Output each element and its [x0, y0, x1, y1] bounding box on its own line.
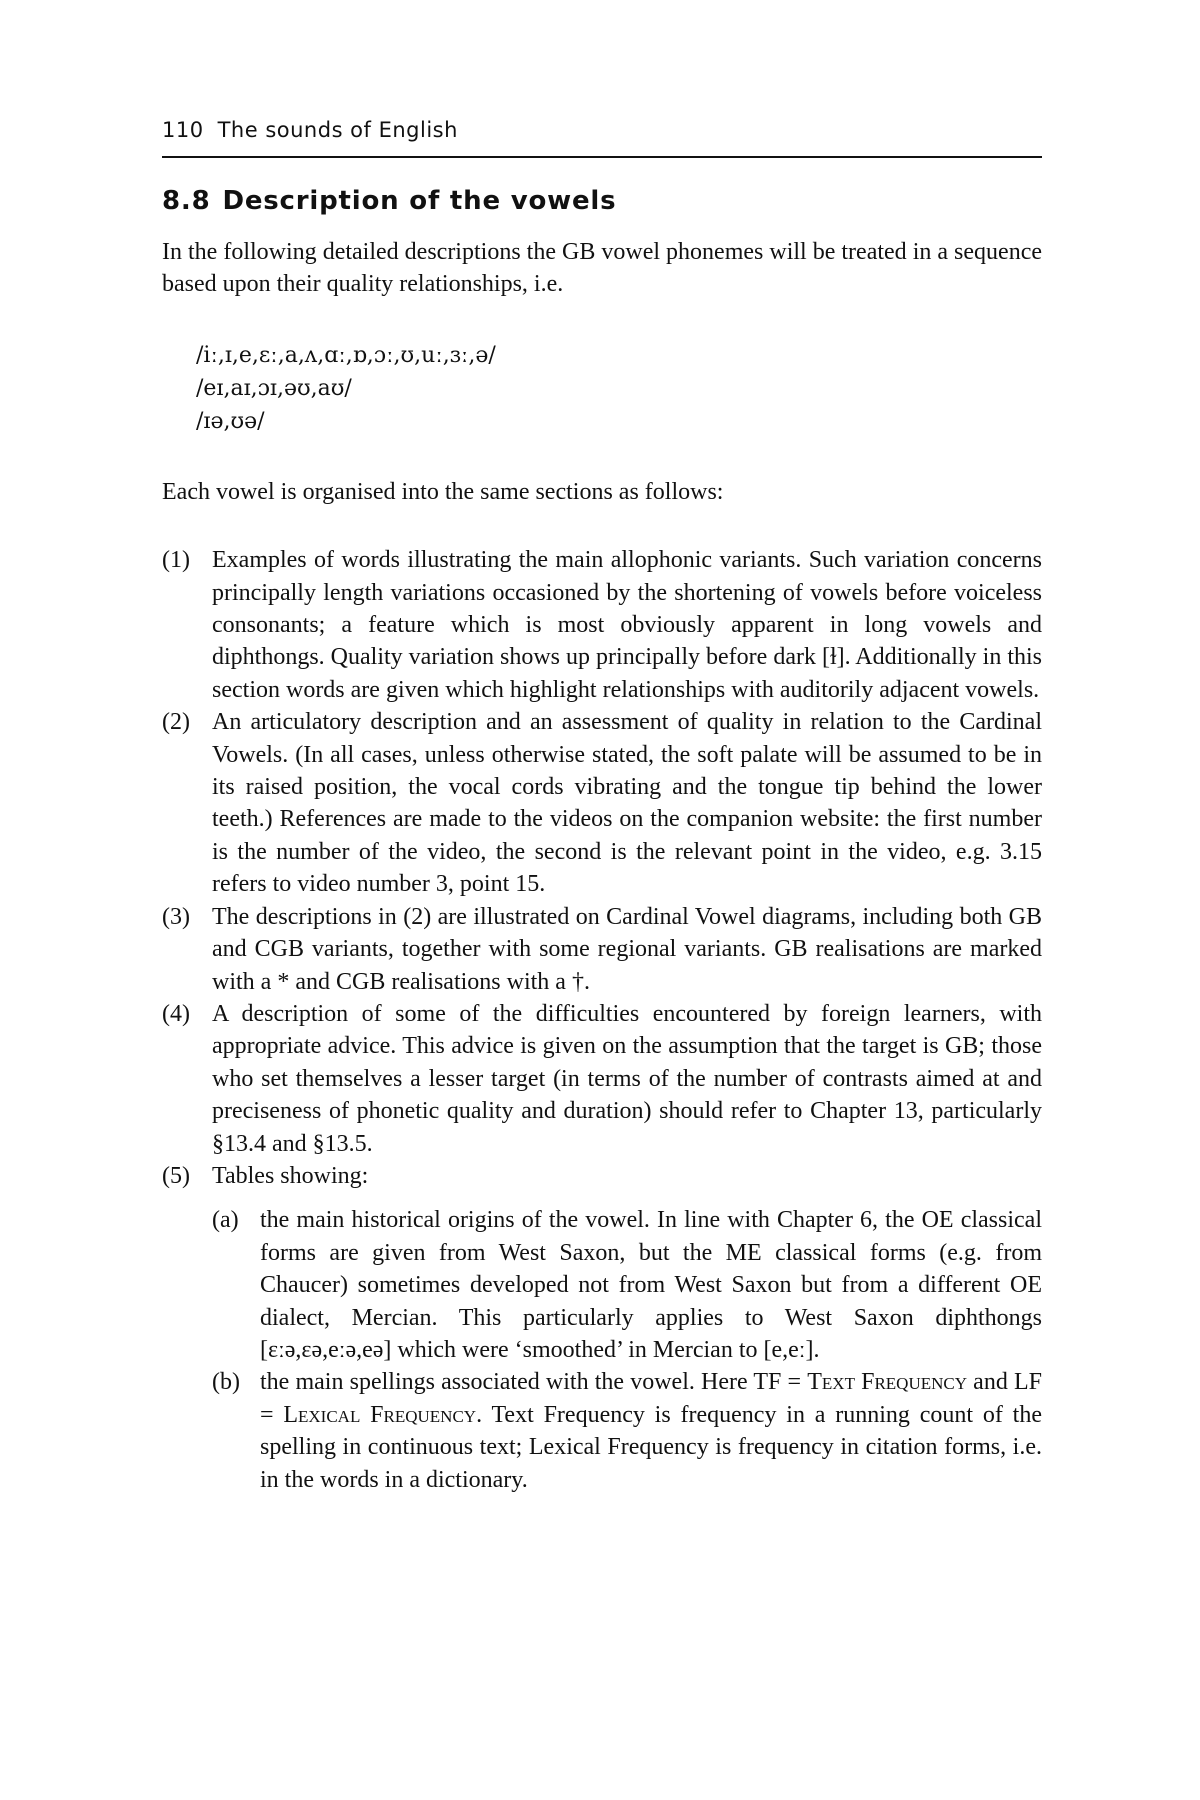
list-item-text: Tables showing: [212, 1162, 369, 1189]
list-marker: (1) [162, 547, 190, 574]
text-frequency-term: Text Frequency [807, 1369, 968, 1396]
list-item [162, 901, 1042, 998]
list-item [162, 706, 1042, 900]
phoneme-line-centring-diphthongs: /ɪə,ʊə/ [196, 408, 265, 434]
section-number: 8.8 [162, 186, 211, 216]
list-item [162, 544, 1042, 706]
tables-sublist [212, 1204, 1042, 1496]
section-title [162, 186, 1042, 216]
section-list [162, 544, 1042, 1496]
phoneme-line-diphthongs: /eɪ,aɪ,ɔɪ,əʊ,aʊ/ [196, 375, 352, 401]
list-item [162, 998, 1042, 1160]
intro-paragraph: In the following detailed descriptions the GB vowel phonemes will be treated in a sequence based upon their quality relationships, i.e. [162, 239, 1042, 298]
lexical-frequency-term: Lexical Frequency [283, 1401, 477, 1428]
sublist-item-text-part: and LF = [260, 1369, 1042, 1428]
header-rule [162, 156, 1042, 158]
list-item-text: The descriptions in (2) are illustrated on Cardinal Vowel diagrams, including both GB and CGB variants, together with some regional variants. GB realisations are marked with a * and CGB realisations with a †. [212, 903, 1042, 995]
list-item-text: An articulatory description and an assessment of quality in relation to the Cardinal Vowels. (In all cases, unless otherwise stated, the soft palate will be assumed to be in its raised position, the vocal cords vibrating and the tongue tip behind the lower teeth.) References are made to the videos on the companion website: the first number is the number of the video, the second is the relevant point in the video, e.g. 3.15 refers to video number 3, point 15. [212, 709, 1042, 898]
sections-intro-paragraph: Each vowel is organised into the same sections as follows: [162, 478, 724, 505]
sublist-marker: (b) [212, 1369, 240, 1396]
body-text [162, 236, 1042, 1496]
page-number: 110 [162, 118, 204, 142]
list-item [162, 1160, 1042, 1496]
phoneme-list [196, 339, 1042, 438]
running-head-title: The sounds of English [217, 118, 458, 142]
sublist-item-text-part: the main spellings associated with the vowel. Here TF = [260, 1369, 808, 1396]
list-item-text: Examples of words illustrating the main allophonic variants. Such variation concerns principally length variations occasioned by the shortening of vowels before voiceless consonants; a feature which is most obviously apparent in long vowels and diphthongs. Quality variation shows up principally before dark [ɫ]. Additionally in this section words are given which highlight relationships with auditorily adjacent vowels. [212, 547, 1042, 703]
phoneme-line-monophthongs: /iː,ɪ,e,ɛː,a,ʌ,ɑː,ɒ,ɔː,ʊ,uː,ɜː,ə/ [196, 342, 496, 368]
list-marker: (4) [162, 1000, 190, 1027]
sublist-item [212, 1366, 1042, 1496]
running-head [162, 118, 1042, 142]
section-title-text: Description of the vowels [222, 186, 617, 216]
sublist-marker: (a) [212, 1207, 239, 1234]
sublist-item-text: the main historical origins of the vowel. In line with Chapter 6, the OE classical forms are given from West Saxon, but the ME classical forms (e.g. from Chaucer) sometimes developed not from West Saxon but from a different OE dialect, Mercian. This particularly applies to West Saxon diphthongs [ɛːə,ɛə,eːə,eə] which were ‘smoothed’ in Mercian to [e,eː]. [260, 1207, 1042, 1363]
sublist-item [212, 1204, 1042, 1366]
list-marker: (3) [162, 903, 190, 930]
list-marker: (2) [162, 709, 190, 736]
list-marker: (5) [162, 1162, 190, 1189]
sublist-item-text-part: . Text Frequency is frequency in a running count of the spelling in continuous text; Lexical Frequency is frequency in citation forms, i.e. in the words in a dictionary. [260, 1401, 1042, 1493]
list-item-text: A description of some of the difficulties encountered by foreign learners, with appropriate advice. This advice is given on the assumption that the target is GB; those who set themselves a lesser target (in terms of the number of contrasts aimed at and preciseness of phonetic quality and duration) should refer to Chapter 13, particularly §13.4 and §13.5. [212, 1000, 1042, 1157]
